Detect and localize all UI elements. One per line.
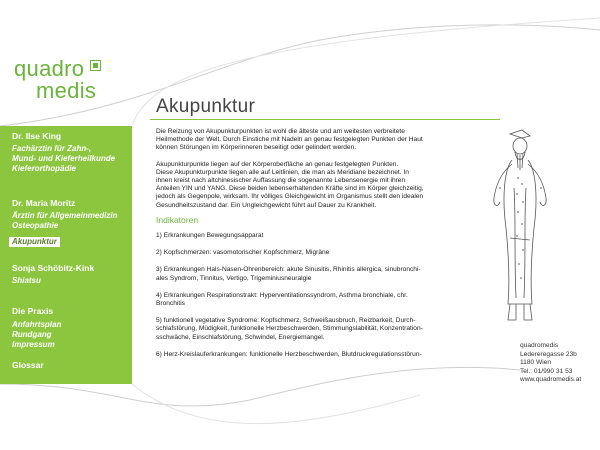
intro-paragraph-2: Akupunkturpunkte liegen auf der Körperoberfläche an genau festgelegten Punkten. Diese Akupunkturpunkte liegen alle auf Leitlinien, die man als Meridiane bezeichnet. In ihnen kreist nach altchinesischer Auffassung die sogenannte Lebensenergie mit ihren Anteilen YIN und YANG. Diese beiden lebenserhaltenden Kräfte sind im Körper gleichzeitig, jedoch als Gegenpole, wirksam. Ihr völliges Gleichgewicht im Organismus stellt den idealen Gesundheitszustand dar. Ein Ungleichgewicht führt auf Dauer zu Krankheit. [156,160,424,209]
main-content [156,128,456,368]
address-city: 1180 Wien [520,359,552,366]
sidebar-link-kieferheilkunde[interactable]: Mund- und Kieferheilkunde [12,154,116,163]
sidebar-link-kieferorthopaedie[interactable]: Kieferorthopädie [12,164,77,173]
sidebar-head-glossar[interactable]: Glossar [12,360,44,370]
sidebar-link-anfahrtsplan[interactable]: Anfahrtsplan [12,320,62,329]
sidebar-link-allgemeinmedizin[interactable]: Ärztin für Allgemeinmedizin [12,211,118,220]
logo-text-medis: medis [36,78,97,103]
sidebar-head-praxis[interactable]: Die Praxis [12,306,54,316]
intro-paragraph-1: Die Reizung von Akupunkturpunkten ist wohl die älteste und am weitesten verbreitete Heilmethode der Welt. Durch Einstiche mit Nadeln an genau festgelegten Punkten der Haut können Störungen im Körperinneren beseitigt oder gelindert werden. [156,128,423,152]
sidebar-link-osteopathie[interactable]: Osteopathie [12,221,59,230]
address-website-link[interactable]: www.quadromedis.at [520,376,582,383]
sidebar-link-shiatsu[interactable]: Shiatsu [12,276,41,285]
list-item: 1) Erkrankungen Bewegungsapparat [156,232,264,240]
sidebar-link-fachaerztin[interactable]: Fachärztin für Zahn-, [12,144,92,153]
contact-address [520,342,581,385]
address-street: Ledereregasse 23b [520,350,577,358]
logo-square-icon [90,60,101,71]
list-item: 5) funktionell vegetative Syndrome: Kopfschmerz, Schweißausbruch, Reizbarkeit, Durch- schlafstörung, Müdigkeit, funktionelle Herzbeschwerden, Stimmungslabilität, Konzentration- sschwäche, Einschlafstörung, Schwindel, Energiemangel. [156,317,423,341]
sidebar-section-glossar [12,360,44,371]
list-item: 3) Erkrankungen Hals-Nasen-Ohrenbereich: akute Sinusitis, Rhinitis allergica, sinubronchi- ales Syndrom, Tinnitus, Vertigo, Trigeminiusneuralgie [156,266,421,282]
address-phone: Tel.: 01/990 31 53 [520,367,573,375]
indications-heading: Indikatoren [156,214,199,225]
sidebar-section-schoebitz-kink [12,263,94,286]
sidebar-section-maria-moritz [12,198,118,249]
list-item: 6) Herz-Kreislauferkrankungen: funktionelle Herzbeschwerden, Blutdruckregulationsstörun- [156,350,422,358]
logo[interactable] [14,58,114,118]
logo-text-quadro: quadro [14,56,85,81]
title-divider [150,119,500,120]
sidebar-link-impressum[interactable]: Impressum [12,340,55,349]
sidebar-link-akupunktur-active[interactable]: Akupunktur [9,237,60,247]
list-item: 4) Erkrankungen Respirationstrakt: Hyperventilationssyndrom, Asthma bronchiale, chr. Bronchitis [156,291,408,308]
list-item: 2) Kopfschmerzen: vasomotorischer Kopfschmerz, Migräne [156,249,330,257]
sidebar-section-praxis [12,306,61,350]
address-company: quadromedis [520,342,559,349]
sidebar-head-schoebitz-kink[interactable]: Sonja Schöbitz-Kink [12,263,95,273]
page-title: Akupunktur [156,96,256,117]
acupuncture-figure-illustration [488,128,554,324]
sidebar-head-maria-moritz[interactable]: Dr. Maria Moritz [12,198,76,208]
sidebar-link-rundgang[interactable]: Rundgang [12,330,52,339]
sidebar [0,126,132,384]
sidebar-head-ilse-king[interactable]: Dr. Ilse King [12,131,62,141]
sidebar-section-ilse-king [12,131,115,174]
